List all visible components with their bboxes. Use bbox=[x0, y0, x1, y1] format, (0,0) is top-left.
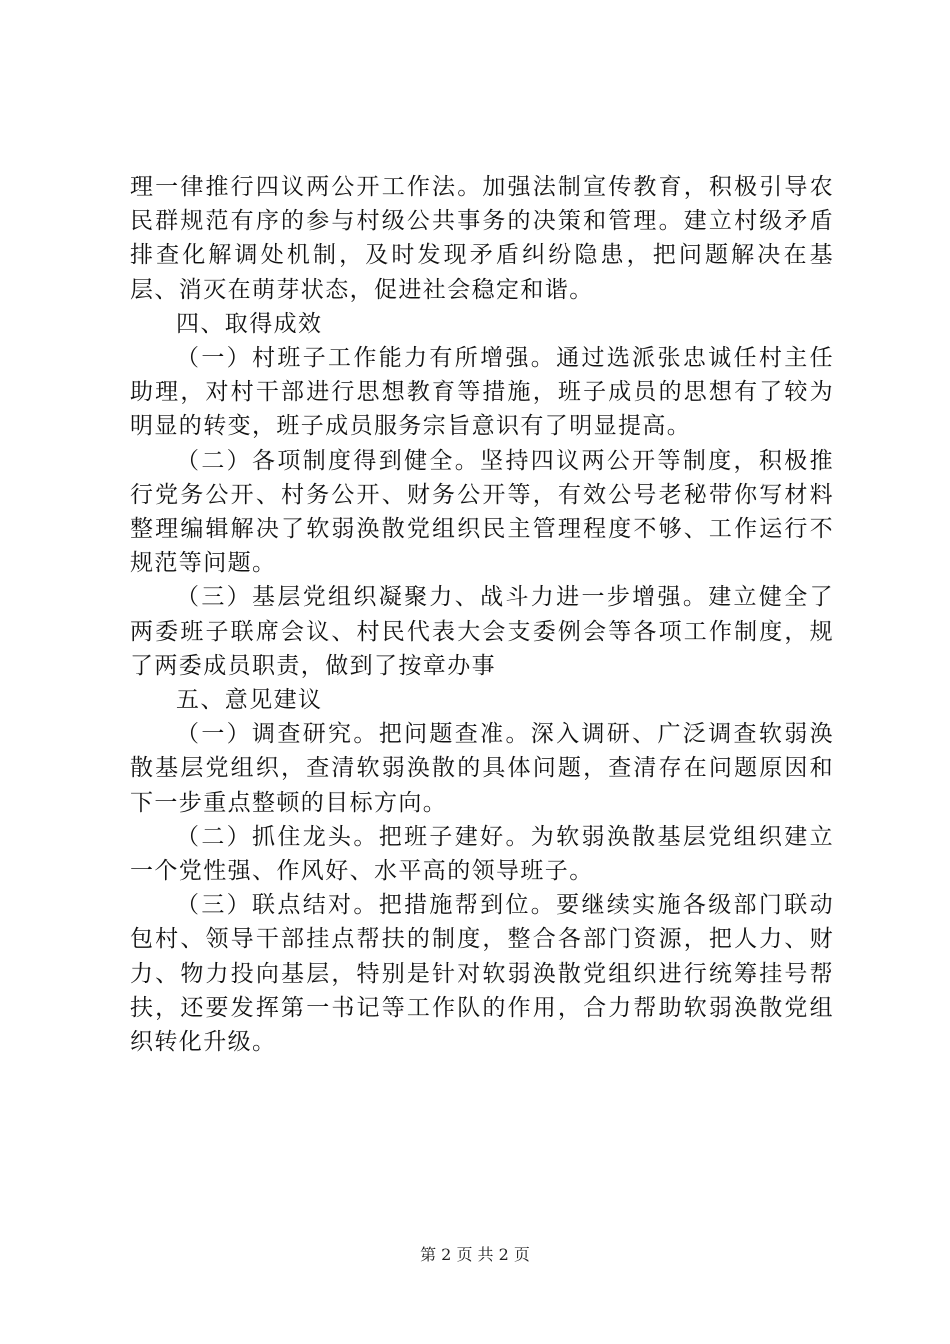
paragraph-result-1: （一）村班子工作能力有所增强。通过选派张忠诚任村主任助理，对村干部进行思想教育等措施，班子成员的思想有了较为明显的转变，班子成员服务宗旨意识有了明显提高。 bbox=[130, 345, 834, 440]
paragraph-suggestion-1: （一）调查研究。把问题查准。深入调研、广泛调查软弱涣散基层党组织，查清软弱涣散的具体问题，查清存在问题原因和下一步重点整顿的目标方向。 bbox=[130, 721, 834, 816]
paragraph-continuation: 理一律推行四议两公开工作法。加强法制宣传教育，积极引导农民群规范有序的参与村级公共事务的决策和管理。建立村级矛盾排查化解调处机制，及时发现矛盾纠纷隐患，把问题解决在基层、消灭在萌芽状态，促进社会稳定和谐。 bbox=[130, 174, 834, 303]
document-body bbox=[130, 170, 834, 1059]
paragraph-suggestion-2: （二）抓住龙头。把班子建好。为软弱涣散基层党组织建立一个党性强、作风好、水平高的领导班子。 bbox=[130, 823, 834, 885]
paragraph-result-2: （二）各项制度得到健全。坚持四议两公开等制度，积极推行党务公开、村务公开、财务公开等，有效公号老秘带你写材料整理编辑解决了软弱涣散党组织民主管理程度不够、工作运行不规范等问题。 bbox=[130, 447, 834, 577]
paragraph-result-3: （三）基层党组织凝聚力、战斗力进一步增强。建立健全了两委班子联席会议、村民代表大会支委例会等各项工作制度，规了两委成员职责，做到了按章办事 bbox=[130, 584, 834, 679]
page-footer: 第 2 页 共 2 页 bbox=[420, 1245, 530, 1264]
section-heading-results: 四、取得成效 bbox=[176, 310, 323, 337]
section-heading-suggestions: 五、意见建议 bbox=[176, 687, 323, 714]
paragraph-suggestion-3: （三）联点结对。把措施帮到位。要继续实施各级部门联动包村、领导干部挂点帮扶的制度，整合各部门资源，把人力、财力、物力投向基层，特别是针对软弱涣散党组织进行统筹挂号帮扶，还要发挥第一书记等工作队的作用，合力帮助软弱涣散党组织转化升级。 bbox=[130, 892, 834, 1056]
